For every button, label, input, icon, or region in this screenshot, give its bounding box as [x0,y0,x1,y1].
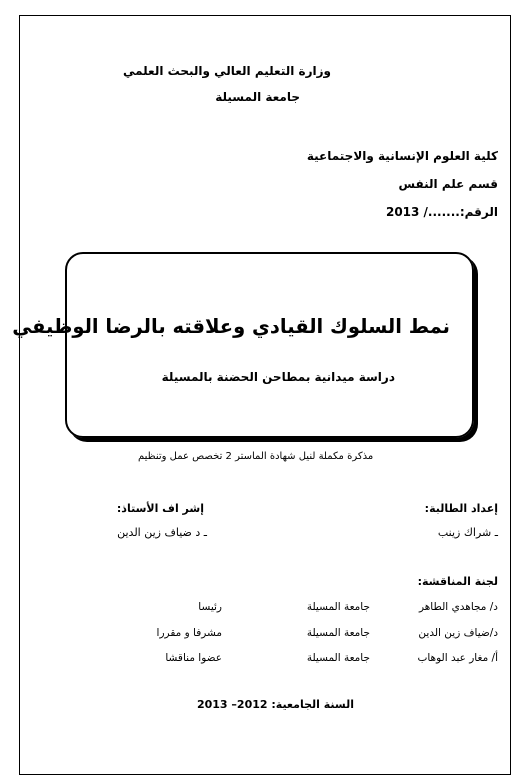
committee-member-name: د/ضياف زين الدين [418,627,498,639]
committee-member-role: مشرفا و مقررا [156,627,222,639]
academic-year: السنة الجامعية: 2012– 2013 [196,698,354,711]
committee-member-university: جامعة المسيلة [306,627,370,639]
student-name: ـ شراك زينب [437,526,498,539]
committee-member-name: د/ مجاهدي الطاهر [418,601,498,613]
prepared-by-label: إعداد الطالبة: [424,502,498,515]
faculty-name: كلية العلوم الإنسانية والاجتماعية [306,149,498,163]
reference-number: الرقم:......./ 2013 [385,205,498,219]
committee-member-name: أ/ مغار عبد الوهاب [417,652,498,664]
title-box [65,252,474,438]
committee-member-university: جامعة المسيلة [306,652,370,664]
supervisor-name: ـ د ضياف زين الدين [117,526,207,539]
committee-member-role: عضوا مناقشا [165,652,222,664]
committee-member-role: رئيسا [198,601,222,613]
committee-label: لجنة المناقشة: [417,575,498,588]
thesis-title: نمط السلوك القيادي وعلاقته بالرضا الوظيفي [12,315,450,338]
ministry-name: وزارة التعليم العالي والبحث العلمي [122,64,331,78]
supervised-by-label: إشر اف الأستاذ: [116,502,204,515]
department-name: قسم علم النفس [398,177,498,191]
thesis-note: مذكرة مكملة لنيل شهادة الماستر 2 تخصص عمل وتنظيم [138,451,374,462]
committee-member-university: جامعة المسيلة [306,601,370,613]
thesis-subtitle: دراسة ميدانية بمطاحن الحضنة بالمسيلة [161,370,395,384]
university-name: جامعة المسيلة [215,90,300,104]
